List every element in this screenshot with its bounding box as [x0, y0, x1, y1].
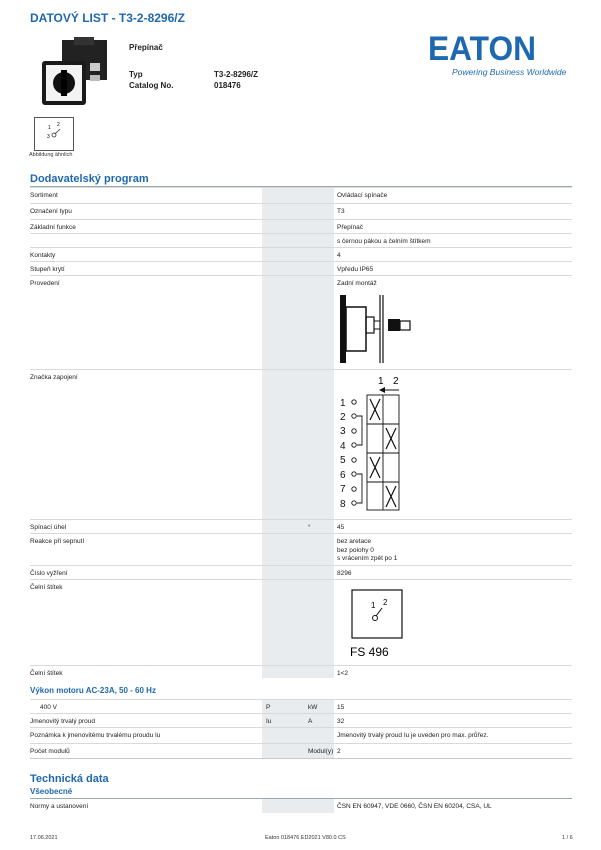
icon-pos-3: 3	[47, 134, 50, 140]
table-row	[30, 579, 572, 666]
typ-value: T3-2-8296/Z	[214, 70, 259, 79]
symbol-icon	[34, 117, 74, 151]
table-row	[30, 233, 572, 248]
section-title-program: Dodavatelský program	[30, 173, 149, 185]
faceplate-label: FS 496	[350, 645, 389, 659]
contact-label: 6	[340, 470, 346, 481]
product-type: Přepínač	[129, 43, 163, 52]
row-value: 45	[337, 524, 345, 531]
table-row	[30, 519, 572, 534]
value-line: bez polohy 0	[337, 546, 374, 554]
row-value: s černou pákou a čelním štítkem	[337, 238, 431, 245]
faceplate-pos: 2	[383, 598, 388, 607]
row-value: 32	[337, 718, 345, 725]
row-value: Ovládací spínače	[337, 192, 388, 199]
brand-text: EATON	[428, 30, 536, 64]
faceplate-drawing	[350, 588, 410, 663]
row-unit: A	[308, 718, 313, 725]
row-unit: Modul(y)	[308, 748, 334, 755]
row-value: 2	[337, 748, 341, 755]
footer-date: 17.06.2021	[30, 835, 58, 841]
row-value: T3	[337, 208, 345, 215]
row-label: Kontakty	[30, 252, 56, 259]
row-label: Stupeň krytí	[30, 266, 65, 273]
row-value: Jmenovitý trvalý proud Iu je uveden pro max. průřez.	[337, 732, 489, 739]
row-label: Normy a ustanovení	[30, 803, 89, 810]
catalog-label: Catalog No.	[129, 81, 174, 90]
row-label: Reakce při sepnutí	[30, 538, 85, 545]
row-label: Značka zapojení	[30, 374, 78, 381]
table-row	[30, 261, 572, 276]
table-row	[30, 275, 572, 370]
contact-label: 1	[340, 398, 346, 409]
contact-label: 5	[340, 455, 346, 466]
row-unit: kW	[308, 704, 318, 711]
contact-label: 8	[340, 499, 346, 510]
row-value-lines	[337, 538, 397, 564]
row-value: ČSN EN 60947, VDE 0660, ČSN EN 60204, CSA, UL	[337, 803, 492, 810]
table-row	[30, 203, 572, 220]
section-title-general: Všeobecné	[30, 787, 73, 796]
row-value: Přepínač	[337, 224, 364, 231]
product-photo	[40, 35, 112, 107]
row-value: 15	[337, 704, 345, 711]
section-title-motor: Výkon motoru AC-23A, 50 - 60 Hz	[30, 686, 156, 695]
row-label: Základní funkce	[30, 224, 76, 231]
icon-pos-2: 2	[57, 122, 60, 128]
table-row	[30, 665, 572, 680]
wiring-diagram	[335, 374, 415, 514]
row-value: 8296	[337, 570, 352, 577]
contact-label: 4	[340, 441, 346, 452]
row-value: 4	[337, 252, 341, 259]
table-row	[30, 743, 572, 758]
table-row	[30, 565, 572, 580]
row-value: Zadní montáž	[337, 280, 377, 287]
row-label: Spínací úhel	[30, 524, 67, 531]
icon-pos-1: 1	[48, 125, 51, 131]
document-title: DATOVÝ LIST - T3-2-8296/Z	[30, 11, 185, 25]
contact-label: 3	[340, 426, 346, 437]
row-label: Počet modulů	[30, 748, 70, 755]
row-label: 400 V	[40, 704, 57, 711]
contact-label: 7	[340, 484, 346, 495]
row-label: Poznámka k jmenovitému trvalému proudu Iu	[30, 732, 161, 739]
typ-label: Typ	[129, 70, 143, 79]
table-row	[30, 799, 572, 813]
row-divider	[30, 758, 572, 759]
row-label: Čelní štítek	[30, 670, 63, 677]
catalog-value: 018476	[214, 81, 241, 90]
row-symbol: Iu	[266, 718, 272, 725]
row-label: Sortiment	[30, 192, 58, 199]
row-label: Označení typu	[30, 208, 72, 215]
table-row	[30, 187, 572, 204]
position-label: 2	[393, 376, 399, 387]
table-row	[30, 219, 572, 234]
footer-page: 1 / 6	[562, 835, 573, 841]
image-caption: Abbildung ähnlich	[29, 152, 73, 158]
contact-label: 2	[340, 412, 346, 423]
row-value: 1<2	[337, 670, 349, 677]
table-row	[30, 699, 572, 714]
table-row	[30, 727, 572, 744]
brand-slogan: Powering Business Worldwide	[452, 67, 567, 77]
faceplate-pos: 1	[371, 601, 376, 610]
value-line: s vrácením zpět po 1	[337, 555, 398, 562]
position-label: 1	[378, 376, 384, 387]
table-row	[30, 533, 572, 566]
row-label: Čelní štítek	[30, 584, 63, 591]
row-label: Číslo vyžření	[30, 570, 68, 577]
row-value: Vpředu IP65	[337, 266, 374, 273]
row-unit: °	[308, 524, 311, 531]
table-row	[30, 713, 572, 728]
row-symbol: P	[266, 704, 271, 711]
eaton-logo	[428, 30, 538, 64]
table-row	[30, 247, 572, 262]
section-title-tech: Technická data	[30, 773, 109, 785]
mounting-drawing	[336, 293, 416, 365]
table-row	[30, 369, 572, 520]
row-label: Jmenovitý trvalý proud	[30, 718, 96, 725]
value-line: bez aretace	[337, 538, 371, 545]
footer-doc-ref: Eaton 018476 ED2021 V80.0 CS	[265, 835, 346, 841]
row-label: Provedení	[30, 280, 60, 287]
